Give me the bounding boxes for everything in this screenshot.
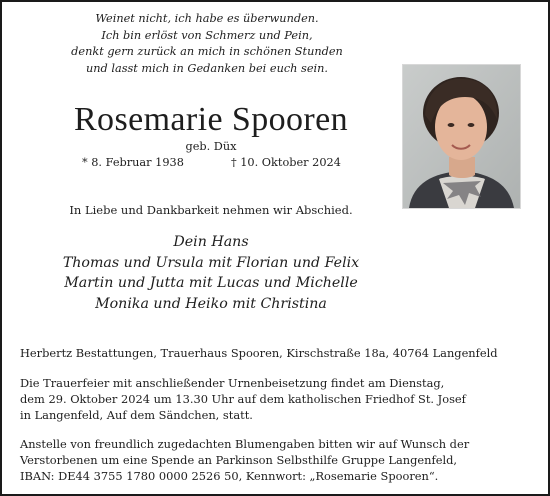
donation-info — [20, 436, 534, 484]
undertaker-line: Herbertz Bestattungen, Trauerhaus Spooren, Kirschstraße 18a, 40764 Langenfeld — [20, 346, 498, 360]
donation-line: Anstelle von freundlich zugedachten Blumengaben bitten wir auf Wunsch der — [20, 437, 470, 451]
poem-line: Ich bin erlöst von Schmerz und Pein, — [101, 28, 313, 42]
birth-name: geb. Düx — [185, 140, 237, 153]
mourner-line: Monika und Heiko mit Christina — [95, 295, 327, 312]
poem-line: denkt gern zurück an mich in schönen Stunden — [71, 45, 343, 58]
donation-line: IBAN: DE44 3755 1780 0000 2526 50, Kennwort: „Rosemarie Spooren“. — [20, 469, 439, 483]
deceased-name: Rosemarie Spooren — [73, 101, 349, 138]
mourner-line: Martin und Jutta mit Lucas und Michelle — [64, 275, 358, 291]
mourner-line: Thomas und Ursula mit Florian und Felix — [62, 254, 360, 271]
funeral-line: dem 29. Oktober 2024 um 13.30 Uhr auf dem katholischen Friedhof St. Josef — [20, 392, 466, 406]
mourners-list — [22, 232, 400, 314]
poem — [42, 11, 372, 77]
donation-line: Verstorbenen um eine Spende an Parkinson Selbsthilfe Gruppe Langenfeld, — [20, 453, 457, 467]
funeral-line: in Langenfeld, Auf dem Sändchen, statt. — [20, 408, 253, 422]
funeral-info — [20, 375, 534, 423]
mourner-line: Dein Hans — [173, 234, 249, 250]
portrait-image — [403, 65, 520, 208]
poem-line: und lasst mich in Gedanken bei euch sein. — [85, 61, 329, 75]
death-date: † 10. Oktober 2024 — [231, 156, 341, 169]
undertaker-info — [20, 345, 534, 361]
portrait-photo — [402, 64, 521, 209]
funeral-line: Die Trauerfeier mit anschließender Urnenbeisetzung findet am Dienstag, — [20, 376, 445, 390]
poem-line: Weinet nicht, ich habe es überwunden. — [95, 12, 319, 25]
farewell-text: In Liebe und Dankbarkeit nehmen wir Abschied. — [69, 203, 353, 217]
birth-date: * 8. Februar 1938 — [82, 156, 184, 169]
